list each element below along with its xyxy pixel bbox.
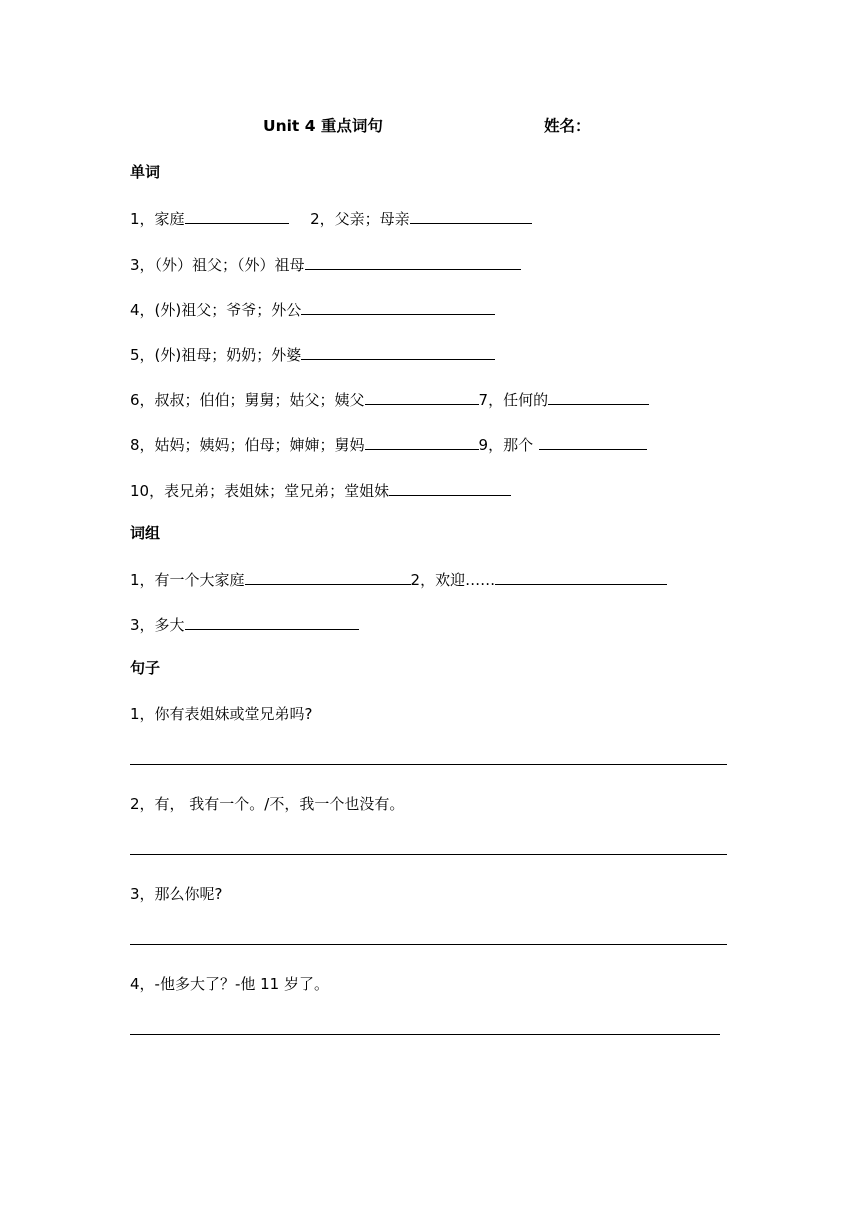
word-prompt: 9，那个 [478,436,534,454]
section-heading-phrases: 词组 [130,524,161,542]
phrase-row [130,568,667,590]
sentence-prompt: 1，你有表姐妹或堂兄弟吗? [130,705,313,723]
answer-blank[interactable] [185,207,289,224]
word-prompt: 3，（外）祖父；（外）祖母 [130,256,305,274]
sentence-answer-line[interactable] [130,1034,720,1035]
word-prompt: 2，父亲；母亲 [310,210,410,228]
word-prompt: 1，家庭 [130,210,185,228]
section-heading-sentences: 句子 [130,659,161,677]
phrase-prompt: 1，有一个大家庭 [130,571,245,589]
answer-blank[interactable] [301,343,495,360]
sentence-prompt: 3，那么你呢? [130,885,223,903]
word-row [130,388,649,410]
word-prompt: 5，(外)祖母；奶奶；外婆 [130,346,302,364]
answer-blank[interactable] [365,388,479,405]
answer-blank[interactable] [389,479,511,496]
sentence-answer-line[interactable] [130,764,727,765]
word-row [130,253,521,275]
answer-blank[interactable] [365,433,479,450]
word-prompt: 4，(外)祖父；爷爷；外公 [130,301,302,319]
sentence-answer-line[interactable] [130,854,727,855]
answer-blank[interactable] [410,207,532,224]
phrase-row [130,613,359,635]
answer-blank[interactable] [245,568,411,585]
word-prompt: 7，任何的 [478,391,549,409]
word-row [130,479,511,501]
sentence-prompt: 4，-他多大了？-他 11 岁了。 [130,975,329,993]
sentence-prompt: 2，有， 我有一个。/不，我一个也没有。 [130,795,405,813]
word-row [130,343,495,365]
word-row [130,298,495,320]
word-prompt: 8，姑妈；姨妈；伯母；婶婶；舅妈 [130,436,365,454]
answer-blank[interactable] [539,433,647,450]
section-heading-words: 单词 [130,163,161,181]
answer-blank[interactable] [305,253,521,270]
name-label: 姓名： [544,117,591,135]
word-row [130,207,532,229]
phrase-prompt: 2，欢迎…… [410,571,496,589]
word-prompt: 10，表兄弟；表姐妹；堂兄弟；堂姐妹 [130,482,390,500]
worksheet-title: Unit 4 重点词句 [263,117,383,135]
phrase-prompt: 3，多大 [130,616,185,634]
answer-blank[interactable] [185,613,359,630]
sentence-answer-line[interactable] [130,944,727,945]
word-row [130,433,647,455]
word-prompt: 6，叔叔；伯伯；舅舅；姑父；姨父 [130,391,365,409]
answer-blank[interactable] [301,298,495,315]
answer-blank[interactable] [495,568,667,585]
answer-blank[interactable] [548,388,649,405]
